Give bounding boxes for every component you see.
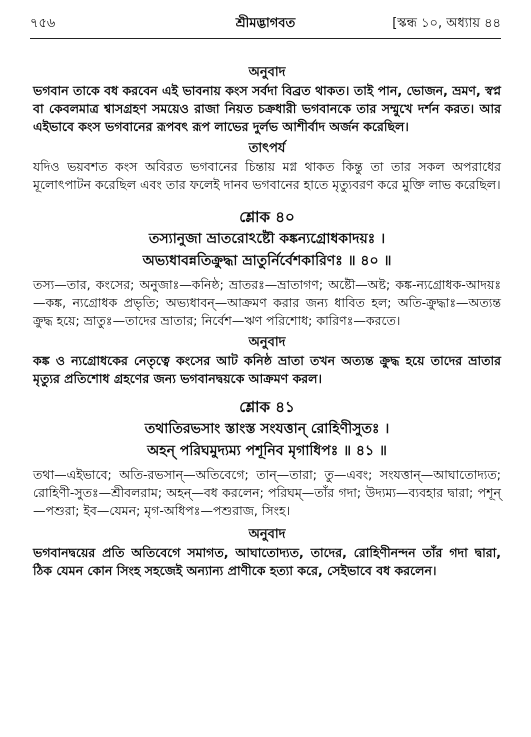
sloka-41-translation: ভগবানদ্বয়ের প্রতি অতিবেগে সমাগত, আঘাতোদ্যত, তাদের, রোহিণীনন্দন তাঁর গদা দ্বারা, ঠিক যেমন কোন সিংহ সহজেই অন্যান্য প্রাণীকে হত্যা করে, সেইভাবে বধ করলেন।: [33, 545, 501, 578]
sloka-40-verse-line-2: অভ্যধাবন্নতিক্রুদ্ধা ভ্রাতুর্নির্বেশকারিণঃ ॥ ৪০ ॥: [142, 253, 392, 269]
sloka-41-verse-line-1: তথাতিরভসাং স্তাংস্ত সংযত্তান্ রোহিণীসুতঃ ।: [144, 421, 390, 437]
sloka-41-title: শ্লোক ৪১: [239, 398, 295, 416]
sloka-40-translation-heading: অনুবাদ: [248, 335, 286, 350]
sloka-41-synonyms: তথা—এইভাবে; অতি-রভসান্—অতিবেগে; তান্—তারা; তু—এবং; সংযত্তান্—আঘাতোদ্যত; রোহিণী-সুতঃ—শ্রীবলরাম; অহন্—বধ করলেন; পরিঘম্—তাঁর গদা; উদ্যম্য—ব্যবহার দ্বারা; পশূন্—পশুরা; ইব—যেমন; মৃগ-অধিপঃ—পশুরাজ, সিংহ।: [33, 467, 501, 518]
sloka-40-translation: কঙ্ক ও ন্যগ্রোধকের নেতৃত্বে কংসের আট কনিষ্ঠ ভ্রাতা তখন অত্যন্ত ক্রুদ্ধ হয়ে তাদের ভ্রাতার মৃত্যুর প্রতিশোধ গ্রহণের জন্য ভগবানদ্বয়কে আক্রমণ করল।: [33, 353, 501, 386]
sloka-40-title: শ্লোক ৪০: [239, 208, 295, 226]
sloka-40-synonyms: তস্য—তার, কংসের; অনুজাঃ—কনিষ্ঠ; ভ্রাতরঃ—ভ্রাতাগণ; অষ্টৌ—অষ্ট; কঙ্ক-ন্যগ্রোধক-আদয়ঃ—কঙ্ক, ন্যগ্রোধক প্রভৃতি; অভ্যধাবন্—আক্রমণ করার জন্য ধাবিত হল; অতি-ক্রুদ্ধাঃ—অত্যন্ত ক্রুদ্ধ হয়ে; ভ্রাতুঃ—তাদের ভ্রাতার; নির্বেশ—ঋণ পরিশোধ; কারিণঃ—করতে।: [33, 277, 501, 328]
sloka-41-verse-line-2: অহন্ পরিঘমুদ্যম্য পশূনিব মৃগাধিপঃ ॥ ৪১ ॥: [147, 443, 387, 459]
page-header: [30, 14, 501, 34]
sloka-41-translation-heading: অনুবাদ: [248, 527, 286, 542]
purport-heading: তাৎপর্য: [248, 141, 286, 156]
section-reference: [স্কন্ধ ১০, অধ্যায় ৪৪: [392, 16, 501, 31]
book-title: শ্রীমদ্ভাগবত: [235, 16, 296, 31]
page-content: [33, 64, 501, 580]
translation-heading: অনুবাদ: [248, 65, 286, 80]
header-rule: [30, 38, 501, 39]
sloka-40-verse-line-1: তস্যানুজা ভ্রাতরোঽষ্টৌ কঙ্কন্যগ্রোধকাদয়ঃ ।: [148, 231, 386, 247]
purport-text: যদিও ভয়বশত কংস অবিরত ভগবানের চিন্তায় মগ্ন থাকত কিন্তু তা তার সকল অপরাধের মূলোৎপাটন করেছিল এবং তার ফলেই দানব ভগবানের হাতে মৃত্যুবরণ করে মুক্তি লাভ করেছিল।: [33, 159, 501, 192]
translation-text: ভগবান তাকে বধ করবেন এই ভাবনায় কংস সর্বদা বিব্রত থাকত। তাই পান, ভোজন, ভ্রমণ, স্বপ্ন বা কেবলমাত্র শ্বাসগ্রহণ সময়েও রাজা নিয়ত চক্রধারী ভগবানকে তার সম্মুখে দর্শন করত। আর এইভাবে কংস ভগবানের রূপবৎ রূপ লাভের দুর্লভ আশীর্বাদ অর্জন করেছিল।: [33, 83, 501, 134]
page-number: ৭৫৬: [30, 16, 56, 31]
